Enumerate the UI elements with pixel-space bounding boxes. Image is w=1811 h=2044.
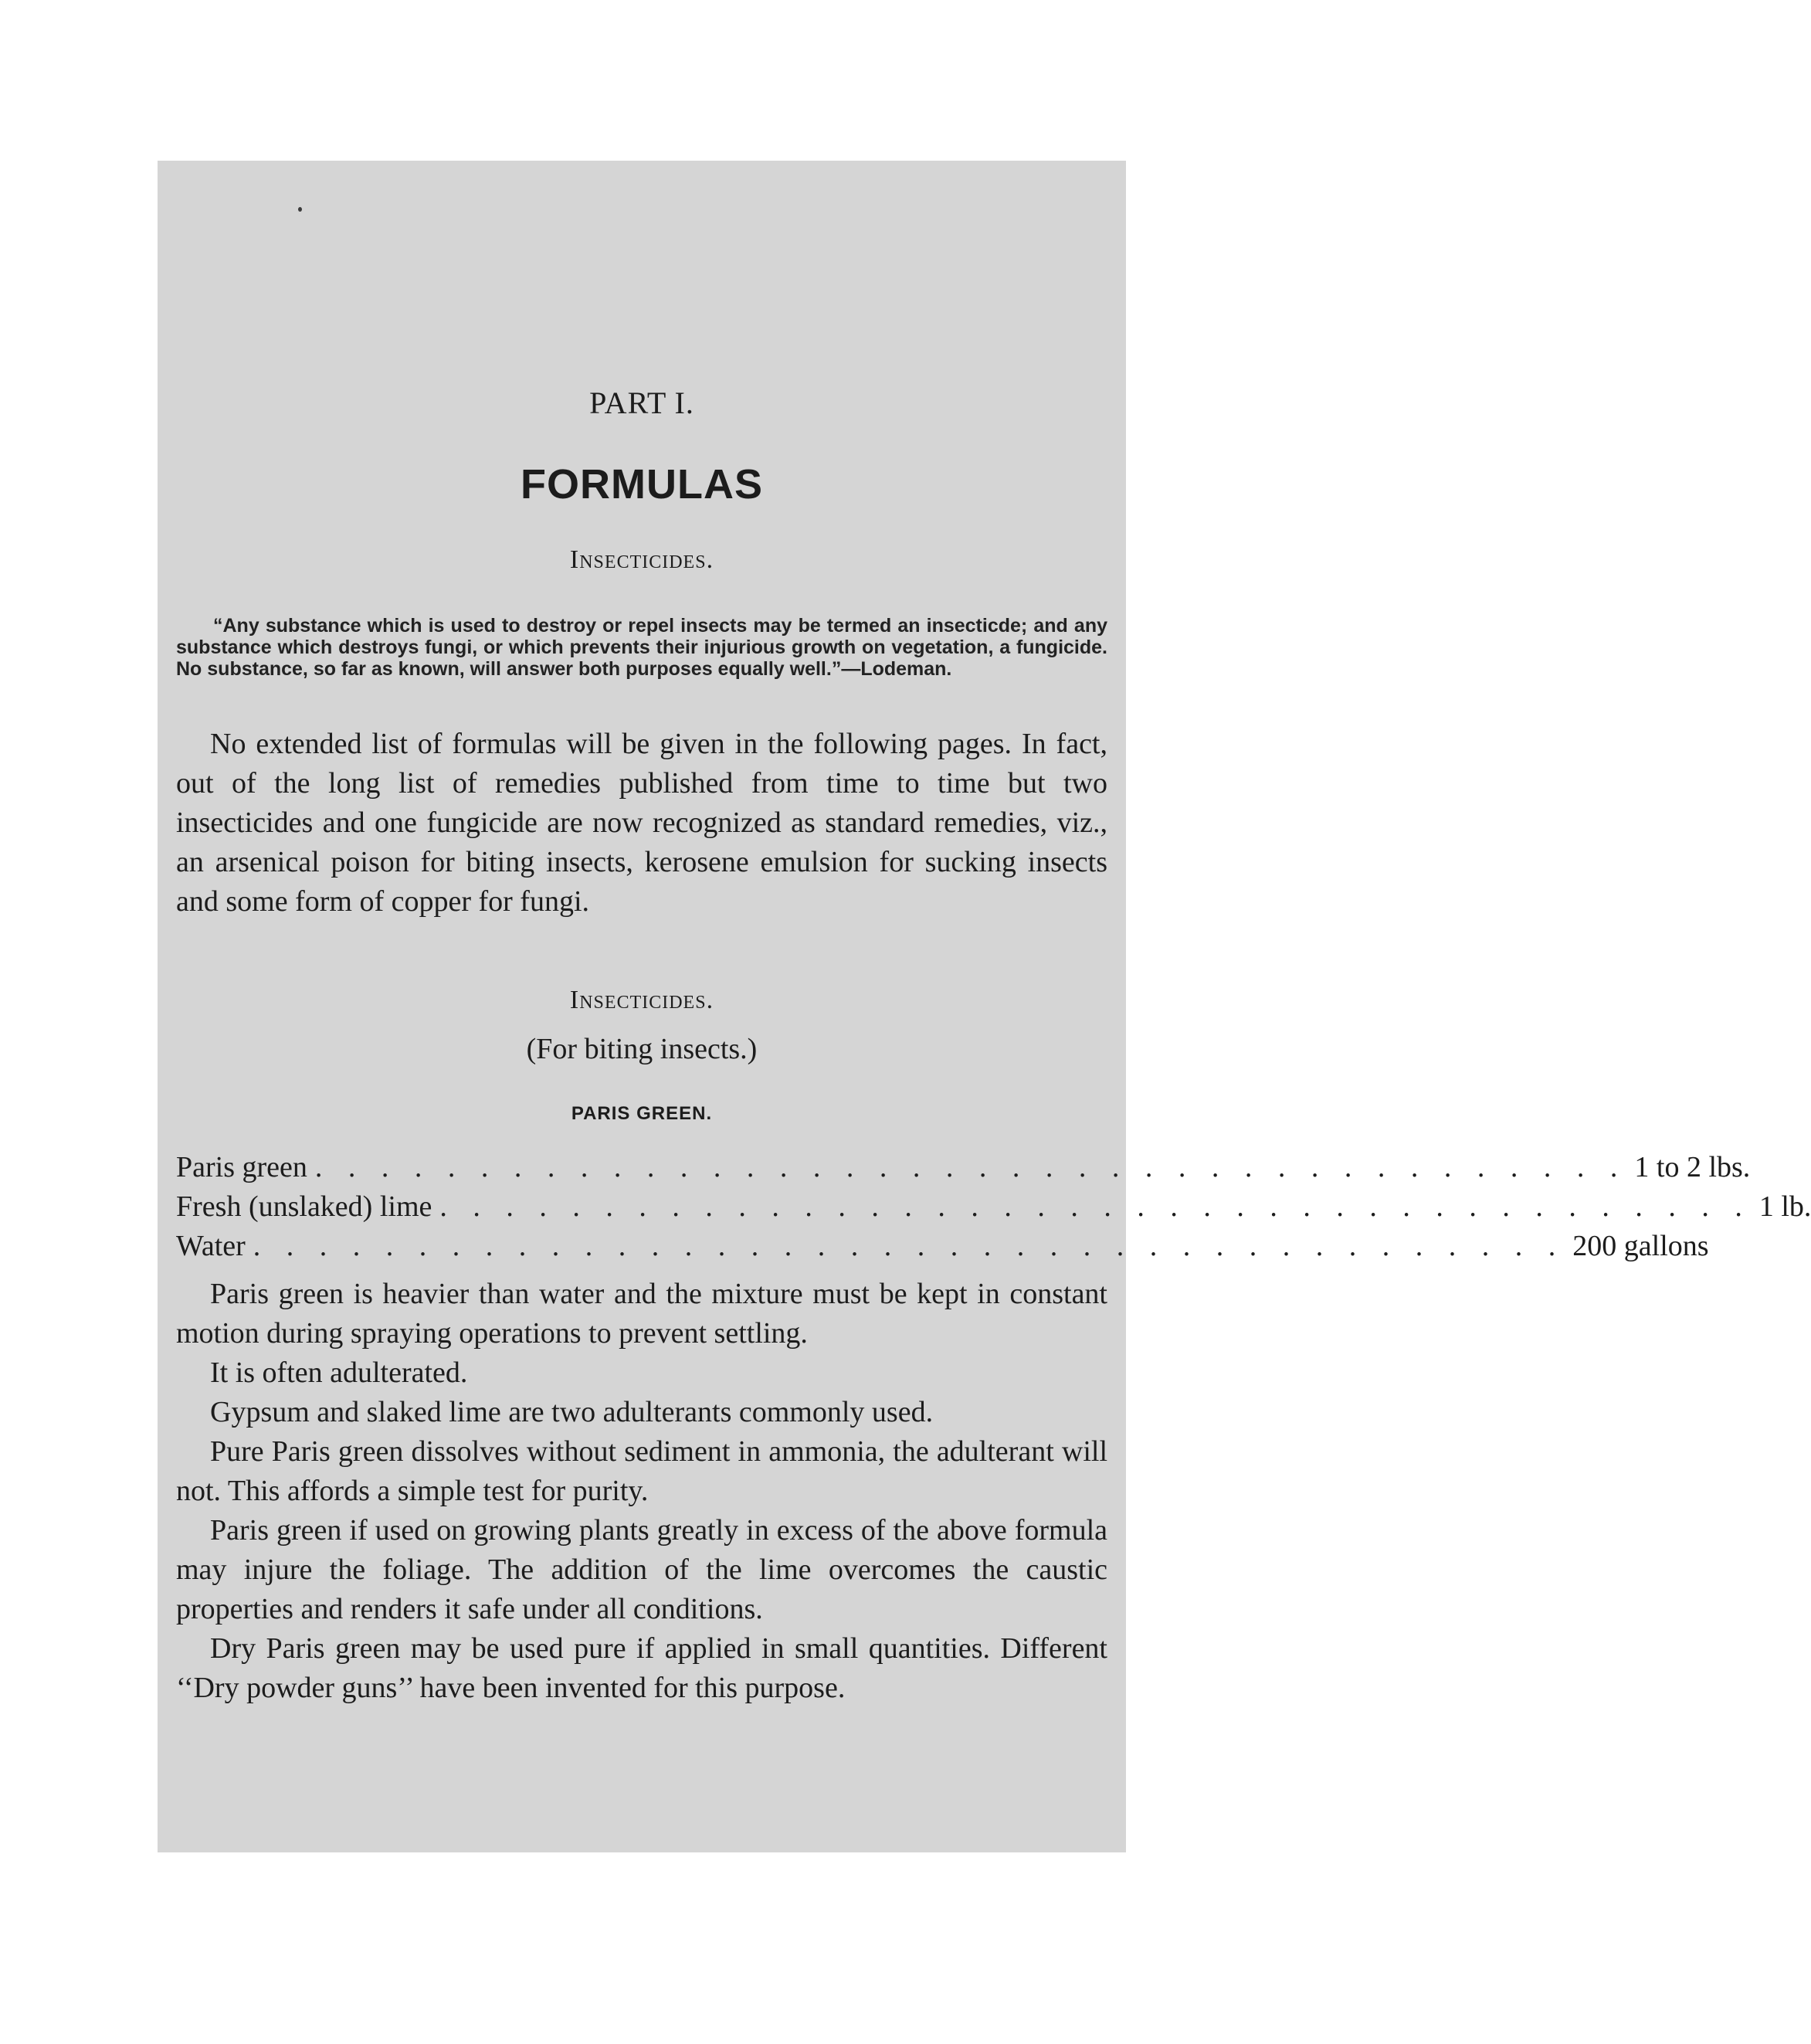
note-paragraph: Paris green if used on growing plants greatly in excess of the above formula may injure the foliage. The addition of the lime overcomes the caustic properties and renders it safe under all conditions. [176,1514,1107,1625]
epigraph-quote: “Any substance which is used to destroy or repel insects may be termed an insecticde; and any substance which destroys fungi, or which prevents their injurious growth on vegetation, a fungicide. No substance, so far as known, will answer both purposes equally well.”—Lodeman. [176,615,1107,680]
dot-leader: . . . . . . . . . . . . . . . . . . . . . . . . . . . . . . . . . . . . . . . . [314,1151,1627,1183]
note-paragraph: Paris green is heavier than water and the mixture must be kept in constant motion during spraying operations to prevent settling. [176,1278,1107,1350]
dot-leader: . . . . . . . . . . . . . . . . . . . . . . . . . . . . . . . . . . . . . . . . [439,1190,1752,1223]
intro-paragraph: No extended list of formulas will be given in the following pages. In fact, out of the long list of remedies published from time to time but two insecticides and one fungicide are now recognized as standard remedies, viz., an arsenical poison for biting insects, kerosene emulsion for sucking insects and some form of copper for fungi. [176,728,1107,918]
note-paragraph: Gypsum and slaked lime are two adulterants commonly used. [210,1396,934,1428]
dot-leader: . . . . . . . . . . . . . . . . . . . . . . . . . . . . . . . . . . . . . . . . [253,1230,1565,1262]
recipe-row [176,1227,1709,1266]
section-heading-insecticides-2: Insecticides. [569,986,714,1014]
recipe-list [176,1148,1811,1266]
note-paragraph: It is often adulterated. [210,1356,468,1389]
page-title: FORMULAS [521,461,763,508]
note-paragraph: Dry Paris green may be used pure if applied in small quantities. Different ‘‘Dry powder guns’’ have been invented for this purpose. [176,1632,1107,1704]
speck-mark [298,207,302,212]
notes-section [176,1275,1107,1708]
subsection-biting-insects: (For biting insects.) [526,1033,758,1065]
note-paragraph: Pure Paris green dissolves without sediment in ammonia, the adulterant will not. This affords a simple test for purity. [176,1435,1107,1507]
recipe-ingredient: Water [176,1230,246,1262]
recipe-ingredient: Paris green [176,1151,307,1183]
section-heading-insecticides: Insecticides. [569,545,714,574]
recipe-ingredient: Fresh (unslaked) lime [176,1190,432,1223]
recipe-row [176,1148,1751,1187]
recipe-row [176,1187,1811,1227]
recipe-quantity: 1 to 2 lbs. [1634,1151,1751,1183]
part-label: PART I. [589,385,694,420]
recipe-heading: PARIS GREEN. [571,1103,713,1124]
recipe-quantity: 200 gallons [1572,1230,1709,1262]
recipe-quantity: 1 lb. [1758,1190,1811,1223]
